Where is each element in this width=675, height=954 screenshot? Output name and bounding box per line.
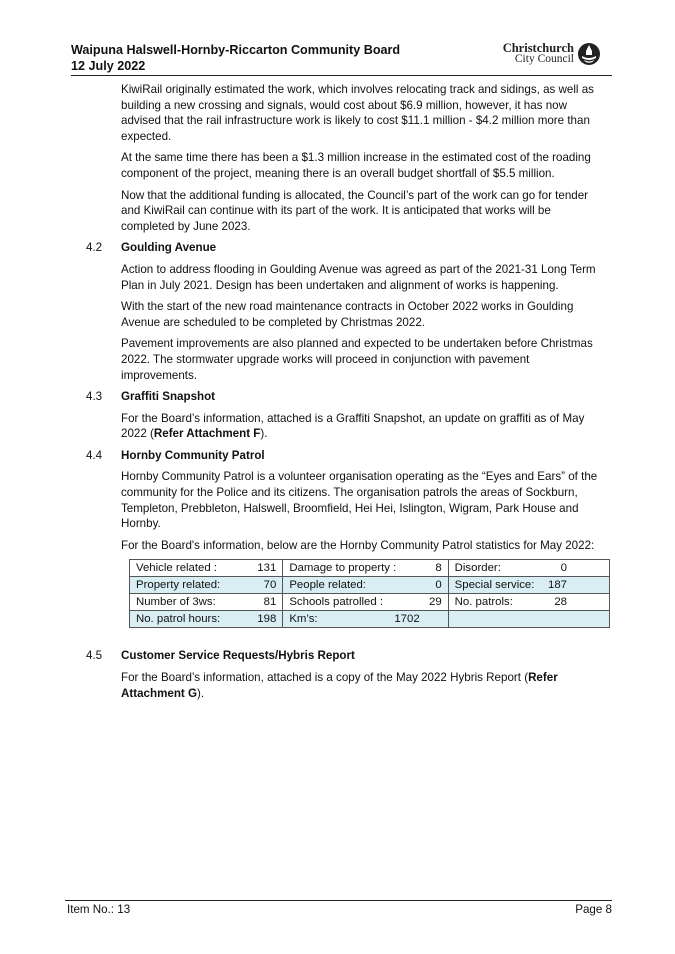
page-header bbox=[71, 42, 601, 74]
intro-paragraph: Now that the additional funding is allocated, the Council’s part of the work can go for tender and KiwiRail can continue with its part of the work. It is anticipated that works will be completed by June 2023. bbox=[121, 188, 589, 233]
table-row bbox=[130, 611, 610, 628]
table-cell bbox=[283, 611, 448, 628]
text: ). bbox=[197, 686, 205, 700]
table-row bbox=[130, 594, 610, 611]
table-cell bbox=[448, 611, 609, 628]
section-number: 4.5 bbox=[86, 649, 103, 663]
table-cell bbox=[448, 560, 609, 577]
cell-label: People related: bbox=[289, 579, 366, 592]
table-cell bbox=[130, 594, 283, 611]
section-title: Graffiti Snapshot bbox=[121, 390, 216, 404]
section-paragraph: Action to address flooding in Goulding Avenue was agreed as part of the 2021-31 Long Term Plan in July 2021. Design has been undertaken and alignment of works is happening. bbox=[121, 262, 596, 292]
cell-label: Property related: bbox=[136, 579, 221, 592]
cell-label: Schools patrolled : bbox=[289, 596, 384, 609]
cell-value: 29 bbox=[428, 596, 442, 609]
meeting-date: 12 July 2022 bbox=[71, 59, 146, 73]
cell-value: 187 bbox=[547, 579, 567, 592]
cell-value: 0 bbox=[560, 562, 567, 575]
text: ). bbox=[260, 427, 268, 441]
section-paragraph: For the Board's information, below are the Hornby Community Patrol statistics for May 2022: bbox=[121, 538, 595, 552]
intro-paragraph: At the same time there has been a $1.3 million increase in the estimated cost of the roading component of the project, meaning there is an overall budget shortfall of $5.5 million. bbox=[121, 151, 591, 180]
attachment-reference: Refer Attachment F bbox=[153, 427, 261, 441]
cell-value: 28 bbox=[554, 596, 567, 609]
section-paragraph: Pavement improvements are also planned and expected to be undertaken before Christmas 2022. The stormwater upgrade works will proceed in conjunction with pavement improvements. bbox=[121, 337, 593, 382]
table-cell bbox=[448, 577, 609, 594]
table-cell bbox=[130, 577, 283, 594]
section-paragraph: Hornby Community Patrol is a volunteer organisation operating as the “Eyes and Ears” of the community for the Police and its citizens. The organisation patrols the areas of Sockburn, Templeton, Prebbleton, Halswell, Broomfield, Hei Hei, Islington, Wigram, Park House and Hornby. bbox=[121, 470, 598, 531]
section-title: Customer Service Requests/Hybris Report bbox=[121, 649, 355, 663]
text: For the Board’s information, attached is a Graffiti Snapshot, an update on graffiti as of May 2022 ( bbox=[121, 411, 585, 441]
header-divider bbox=[71, 75, 612, 76]
logo-line-1: Christchurch bbox=[502, 41, 574, 55]
cell-label: Damage to property : bbox=[289, 562, 397, 575]
section-heading-4-2 bbox=[86, 240, 606, 256]
table-cell bbox=[283, 594, 448, 611]
cell-value: 131 bbox=[257, 562, 277, 575]
page-number: Page 8 bbox=[575, 903, 612, 916]
cell-label: Km’s: bbox=[289, 613, 318, 626]
cell-label: No. patrol hours: bbox=[136, 613, 221, 626]
page-footer bbox=[67, 902, 612, 918]
logo-line-2: City Council bbox=[514, 53, 574, 65]
section-paragraph: With the start of the new road maintenance contracts in October 2022 works in Goulding Avenue are scheduled to be completed by Christmas 2022. bbox=[121, 300, 574, 329]
table-cell bbox=[283, 560, 448, 577]
cell-value: 1702 bbox=[394, 613, 420, 626]
section-number: 4.3 bbox=[86, 390, 103, 404]
section-number: 4.2 bbox=[86, 241, 103, 255]
cell-value: 8 bbox=[435, 562, 442, 575]
section-paragraph bbox=[121, 411, 606, 442]
section-heading-4-5 bbox=[86, 648, 606, 664]
text: For the Board’s information, attached is a copy of the May 2022 Hybris Report ( bbox=[121, 671, 529, 685]
attachment-reference: Refer Attachment G bbox=[121, 671, 558, 700]
section-title: Hornby Community Patrol bbox=[121, 448, 265, 462]
council-logo bbox=[503, 42, 601, 66]
board-name: Waipuna Halswell-Hornby-Riccarton Community Board bbox=[71, 43, 401, 57]
intro-paragraph: KiwiRail originally estimated the work, which involves relocating track and sidings, as well as building a new crossing and signals, would cost about $6.9 million, however, it has now advised that the rail infrastructure work is likely to cost $11.1 million - $4.2 million more than expected. bbox=[121, 83, 594, 143]
cell-label: Number of 3ws: bbox=[136, 596, 216, 609]
table-cell bbox=[130, 560, 283, 577]
cell-label: No. patrols: bbox=[454, 596, 513, 609]
patrol-stats-table bbox=[129, 559, 610, 628]
table-cell bbox=[130, 611, 283, 628]
cell-value: 0 bbox=[435, 579, 442, 592]
section-paragraph bbox=[121, 670, 606, 701]
section-title: Goulding Avenue bbox=[121, 241, 217, 255]
cell-value: 198 bbox=[257, 613, 277, 626]
cell-value: 81 bbox=[263, 596, 277, 609]
section-number: 4.4 bbox=[86, 448, 103, 462]
table-row bbox=[130, 560, 610, 577]
table-cell bbox=[448, 594, 609, 611]
cathedral-logo-icon bbox=[577, 42, 601, 66]
cell-label: Special service: bbox=[454, 579, 535, 592]
section-heading-4-3 bbox=[86, 389, 606, 405]
table-row bbox=[130, 577, 610, 594]
cell-label: Disorder: bbox=[454, 562, 501, 575]
section-heading-4-4 bbox=[86, 448, 606, 464]
footer-divider bbox=[65, 900, 612, 901]
cell-label: Vehicle related : bbox=[136, 562, 218, 575]
item-number: Item No.: 13 bbox=[67, 903, 131, 916]
cell-value: 70 bbox=[263, 579, 277, 592]
table-cell bbox=[283, 577, 448, 594]
page-content bbox=[86, 82, 606, 707]
